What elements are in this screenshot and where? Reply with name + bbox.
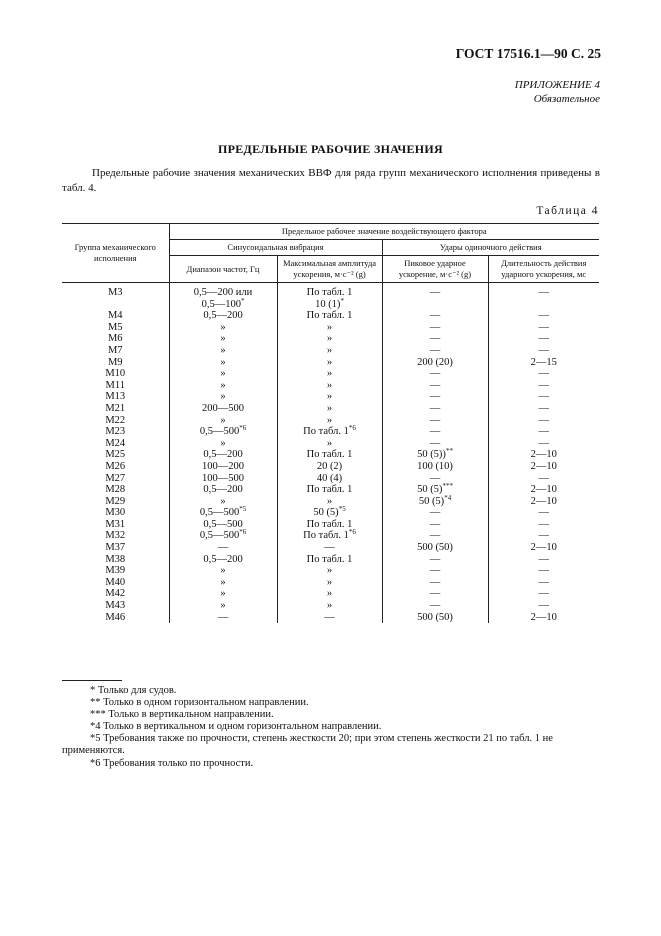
- cell-amplitude: »: [277, 345, 382, 357]
- cell-duration: 2—10: [488, 461, 599, 473]
- cell-frequency: »: [169, 438, 277, 450]
- cell-duration: —: [488, 345, 599, 357]
- cell-amplitude: »: [277, 600, 382, 612]
- cell-group: М37: [105, 542, 126, 554]
- table-row: [62, 542, 599, 554]
- cell-group: М23: [105, 426, 126, 438]
- cell-peak: —: [382, 438, 488, 450]
- header-group: Группа механического исполнения: [62, 224, 169, 283]
- cell-group: М4: [107, 310, 123, 322]
- cell-amplitude: 20 (2): [277, 461, 382, 473]
- cell-amplitude: »: [277, 368, 382, 380]
- table-row: [62, 391, 599, 403]
- table-row: [62, 322, 599, 334]
- cell-group: М22: [105, 414, 126, 426]
- cell-amplitude: »: [277, 496, 382, 508]
- cell-peak: —: [382, 283, 488, 299]
- cell-group: М43: [105, 600, 126, 612]
- cell-peak: —: [382, 310, 488, 322]
- cell-duration: 2—10: [488, 542, 599, 554]
- table-row: [62, 345, 599, 357]
- cell-amplitude: »: [277, 577, 382, 589]
- cell-amplitude: »: [277, 438, 382, 450]
- header-dur: Длительность действия ударного ускорения, мс: [488, 256, 599, 283]
- cell-group: М10: [105, 368, 126, 380]
- table-row: [62, 554, 599, 566]
- cell-amplitude: »: [277, 391, 382, 403]
- footnote-mark: **: [445, 447, 453, 456]
- cell-group: М46: [105, 611, 126, 623]
- footnote: *4 Только в вертикальном и одном горизонтальном направлении.: [90, 721, 382, 733]
- table-row: [62, 438, 599, 450]
- cell-amplitude: »: [277, 322, 382, 334]
- cell-group: М25: [105, 449, 126, 461]
- cell-frequency: »: [169, 368, 277, 380]
- cell-peak: 50 (5)***: [382, 484, 488, 496]
- cell-duration: —: [488, 438, 599, 450]
- cell-frequency: »: [169, 380, 277, 392]
- intro-paragraph: Предельные рабочие значения механических ВВФ для ряда групп механического исполнения приведены в табл. 4.: [62, 167, 600, 194]
- footnote-mark: *4: [444, 493, 452, 502]
- cell-duration: [488, 299, 599, 311]
- cell-group: М42: [105, 588, 126, 600]
- table-row: [62, 612, 599, 624]
- footnote-mark: *6: [239, 424, 247, 433]
- table-row: [62, 577, 599, 589]
- cell-peak: 200 (20): [382, 357, 488, 369]
- table-row: [62, 357, 599, 369]
- header-shock: Удары одиночного действия: [382, 240, 599, 256]
- cell-amplitude: »: [277, 415, 382, 427]
- cell-duration: —: [488, 310, 599, 322]
- cell-frequency: »: [169, 333, 277, 345]
- cell-group: М13: [105, 391, 126, 403]
- cell-duration: —: [488, 507, 599, 519]
- cell-duration: —: [488, 554, 599, 566]
- cell-amplitude: По табл. 1$^{*6}$: [277, 426, 382, 438]
- cell-frequency: »: [169, 588, 277, 600]
- cell-peak: —: [382, 333, 488, 345]
- table-row: [62, 368, 599, 380]
- cell-duration: 2—10: [488, 449, 599, 461]
- header-freq: Диапазон частот, Гц: [169, 256, 277, 283]
- table-row: [62, 310, 599, 322]
- cell-peak: 50 $(5)^{*4}$: [382, 496, 488, 508]
- cell-amplitude: 50 $(5)^{*5}$: [277, 507, 382, 519]
- cell-peak: —: [382, 391, 488, 403]
- cell-amplitude: 40 (4): [277, 473, 382, 485]
- table-row: [62, 299, 599, 311]
- cell-duration: —: [488, 530, 599, 542]
- table-caption: Таблица 4: [536, 205, 599, 217]
- cell-group: М9: [107, 356, 123, 368]
- footnote-separator: [62, 680, 122, 681]
- cell-frequency: »: [169, 322, 277, 334]
- cell-amplitude: »: [277, 565, 382, 577]
- table-row: [62, 565, 599, 577]
- cell-duration: 2—15: [488, 357, 599, 369]
- table-row: [62, 283, 599, 299]
- cell-peak: —: [382, 530, 488, 542]
- cell-frequency: 0,5—200: [169, 554, 277, 566]
- cell-peak: —: [382, 577, 488, 589]
- cell-duration: —: [488, 403, 599, 415]
- cell-peak: —: [382, 473, 488, 485]
- cell-frequency: »: [169, 577, 277, 589]
- footnote-mark: *: [240, 296, 245, 305]
- cell-peak: —: [382, 403, 488, 415]
- table-row: [62, 496, 599, 508]
- footnote-mark: *5: [239, 505, 247, 514]
- cell-frequency: 0,5—100*: [169, 299, 277, 311]
- table-row: [62, 426, 599, 438]
- appendix-subtitle: Обязательное: [533, 93, 600, 105]
- cell-peak: —: [382, 322, 488, 334]
- cell-peak: 100 (10): [382, 461, 488, 473]
- footnote-mark: ***: [442, 482, 453, 491]
- cell-amplitude: 10 (1)*: [277, 299, 382, 311]
- cell-frequency: »: [169, 357, 277, 369]
- table-row: [62, 507, 599, 519]
- cell-frequency: 0,5—200 или: [169, 283, 277, 299]
- cell-amplitude: По табл. 1$^{*6}$: [277, 530, 382, 542]
- cell-duration: —: [488, 588, 599, 600]
- cell-amplitude: —: [277, 542, 382, 554]
- cell-amplitude: По табл. 1: [277, 449, 382, 461]
- cell-frequency: 100—200: [169, 461, 277, 473]
- section-title: ПРЕДЕЛЬНЫЕ РАБОЧИЕ ЗНАЧЕНИЯ: [217, 142, 443, 156]
- footnote-mark: *: [340, 296, 344, 305]
- cell-frequency: 0,5—500$^{*5}$: [169, 507, 277, 519]
- cell-peak: —: [382, 426, 488, 438]
- header-limit: Предельное рабочее значение воздействующего фактора: [169, 224, 599, 240]
- table-row: [62, 461, 599, 473]
- cell-amplitude: По табл. 1: [277, 484, 382, 496]
- cell-amplitude: По табл. 1: [277, 283, 382, 299]
- table-row: [62, 600, 599, 612]
- cell-duration: —: [488, 426, 599, 438]
- page-header: ГОСТ 17516.1—90 С. 25: [455, 46, 601, 61]
- cell-duration: —: [488, 283, 599, 299]
- limits-table: [62, 223, 599, 623]
- appendix-title: ПРИЛОЖЕНИЕ 4: [514, 79, 600, 91]
- footnote: *5 Требования также по прочности, степень жесткости 20; при этом степень жесткости 21 по табл. 1 не применяются.: [62, 733, 553, 757]
- cell-group: М7: [107, 344, 123, 356]
- cell-group: М40: [105, 576, 126, 588]
- footnotes: [62, 685, 602, 770]
- cell-duration: —: [488, 600, 599, 612]
- cell-duration: —: [488, 577, 599, 589]
- cell-group: М38: [105, 553, 126, 565]
- cell-frequency: »: [169, 345, 277, 357]
- table-row: [62, 380, 599, 392]
- cell-group: М6: [107, 333, 123, 345]
- cell-frequency: »: [169, 565, 277, 577]
- footnote: *6 Требования только по прочности.: [90, 757, 254, 769]
- cell-frequency: 100—500: [169, 473, 277, 485]
- table-row: [62, 588, 599, 600]
- table-row: [62, 484, 599, 496]
- cell-duration: —: [488, 333, 599, 345]
- table-row: [62, 473, 599, 485]
- footnote-mark: *6: [348, 424, 356, 433]
- cell-amplitude: »: [277, 357, 382, 369]
- footnote: * Только для судов.: [90, 685, 177, 696]
- cell-group: М5: [107, 321, 123, 333]
- cell-duration: —: [488, 519, 599, 531]
- cell-duration: 2—10: [488, 496, 599, 508]
- cell-frequency: 0,5—200: [169, 310, 277, 322]
- cell-group: М39: [105, 565, 126, 577]
- cell-frequency: 0,5—500$^{*6}$: [169, 530, 277, 542]
- cell-peak: —: [382, 554, 488, 566]
- appendix-label: [515, 78, 600, 106]
- cell-peak: —: [382, 588, 488, 600]
- cell-amplitude: По табл. 1: [277, 519, 382, 531]
- cell-amplitude: По табл. 1: [277, 554, 382, 566]
- header-amp: Максимальная амплитуда ускорения, м·с⁻² (g): [277, 256, 382, 283]
- cell-duration: —: [488, 565, 599, 577]
- cell-peak: —: [382, 368, 488, 380]
- cell-duration: —: [488, 322, 599, 334]
- cell-peak: 50 (5))**: [382, 449, 488, 461]
- cell-group: М30: [105, 507, 126, 519]
- cell-peak: —: [382, 415, 488, 427]
- footnote-mark: *6: [348, 528, 356, 537]
- cell-peak: [382, 299, 488, 311]
- cell-group: М24: [105, 437, 126, 449]
- footnote-mark: *6: [239, 528, 247, 537]
- cell-frequency: —: [169, 542, 277, 554]
- footnote: *** Только в вертикальном направлении.: [90, 709, 274, 721]
- cell-group: М32: [105, 530, 126, 542]
- table-row: [62, 449, 599, 461]
- header-sine: Синусоидальная вибрация: [169, 240, 382, 256]
- cell-group: М28: [105, 484, 126, 496]
- table-row: [62, 403, 599, 415]
- cell-duration: —: [488, 473, 599, 485]
- cell-frequency: 0,5—500$^{*6}$: [169, 426, 277, 438]
- table-body: [62, 283, 599, 624]
- cell-frequency: »: [169, 391, 277, 403]
- cell-peak: 500 (50): [382, 542, 488, 554]
- cell-amplitude: По табл. 1: [277, 310, 382, 322]
- cell-duration: —: [488, 368, 599, 380]
- header-peak: Пиковое ударное ускорение, м·с⁻² (g): [382, 256, 488, 283]
- cell-frequency: —: [169, 612, 277, 624]
- cell-duration: 2—10: [488, 484, 599, 496]
- table-row: [62, 333, 599, 345]
- cell-frequency: 0,5—200: [169, 484, 277, 496]
- cell-amplitude: »: [277, 380, 382, 392]
- cell-group: М31: [105, 518, 126, 530]
- cell-frequency: 200—500: [169, 403, 277, 415]
- cell-frequency: »: [169, 600, 277, 612]
- cell-duration: —: [488, 380, 599, 392]
- table-row: [62, 519, 599, 531]
- footnote-mark: *5: [338, 505, 346, 514]
- cell-duration: —: [488, 391, 599, 403]
- table-row: [62, 530, 599, 542]
- cell-peak: —: [382, 380, 488, 392]
- cell-peak: —: [382, 507, 488, 519]
- cell-group: М29: [105, 495, 126, 507]
- cell-peak: 500 (50): [382, 612, 488, 624]
- cell-duration: —: [488, 415, 599, 427]
- cell-group: М27: [105, 472, 126, 484]
- cell-group: М11: [105, 379, 125, 391]
- cell-duration: 2—10: [488, 612, 599, 624]
- cell-peak: —: [382, 345, 488, 357]
- footnote: ** Только в одном горизонтальном направлении.: [90, 697, 309, 709]
- cell-peak: —: [382, 519, 488, 531]
- cell-frequency: »: [169, 496, 277, 508]
- cell-amplitude: »: [277, 403, 382, 415]
- cell-amplitude: —: [277, 612, 382, 624]
- cell-group: М3: [107, 287, 123, 298]
- cell-group: М26: [105, 460, 126, 472]
- cell-group: М21: [105, 402, 126, 414]
- cell-peak: —: [382, 600, 488, 612]
- cell-group: [62, 299, 169, 311]
- cell-frequency: 0,5—200: [169, 449, 277, 461]
- cell-peak: —: [382, 565, 488, 577]
- cell-frequency: »: [169, 415, 277, 427]
- cell-frequency: 0,5—500: [169, 519, 277, 531]
- table-row: [62, 415, 599, 427]
- cell-amplitude: »: [277, 333, 382, 345]
- cell-amplitude: »: [277, 588, 382, 600]
